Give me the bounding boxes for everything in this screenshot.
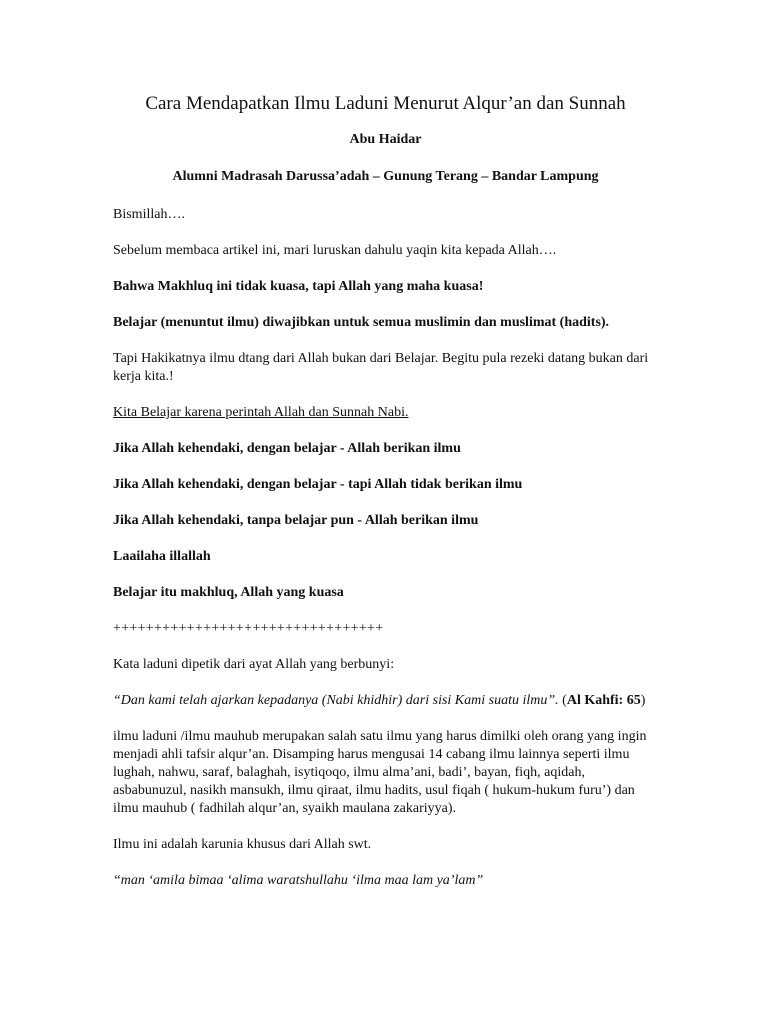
jika-paragraph-2: Jika Allah kehendaki, dengan belajar - tapi Allah tidak berikan ilmu <box>113 477 523 492</box>
separator-line: +++++++++++++++++++++++++++++++++ <box>113 621 384 636</box>
jika-paragraph-3: Jika Allah kehendaki, tanpa belajar pun - Allah berikan ilmu <box>113 513 479 528</box>
statement-belajar-paragraph: Belajar (menuntut ilmu) diwajibkan untuk semua muslimin dan muslimat (hadits). <box>113 315 610 330</box>
statement-makhluq-paragraph: Bahwa Makhluq ini tidak kuasa, tapi Allah yang maha kuasa! <box>113 279 484 294</box>
author-affiliation: Alumni Madrasah Darussa’adah – Gunung Terang – Bandar Lampung <box>172 169 599 184</box>
intro-paragraph: Sebelum membaca artikel ini, mari luruskan dahulu yaqin kita kepada Allah…. <box>113 243 557 258</box>
quote-close: ) <box>640 693 646 708</box>
quote-paragraph <box>113 692 658 710</box>
kata-laduni-paragraph: Kata laduni dipetik dari ayat Allah yang berbunyi: <box>113 657 395 672</box>
hakikat-paragraph: Tapi Hakikatnya ilmu dtang dari Allah bukan dari Belajar. Begitu pula rezeki datang bukan dari kerja kita.! <box>113 351 649 384</box>
quote-separator: ( <box>558 693 567 708</box>
makhluq-paragraph: Belajar itu makhluq, Allah yang kuasa <box>113 585 344 600</box>
author-name: Abu Haidar <box>349 132 422 147</box>
kita-belajar-paragraph: Kita Belajar karena perintah Allah dan Sunnah Nabi. <box>113 405 409 420</box>
karunia-paragraph: Ilmu ini adalah karunia khusus dari Allah swt. <box>113 837 372 852</box>
jika-paragraph-1: Jika Allah kehendaki, dengan belajar - Allah berikan ilmu <box>113 441 461 456</box>
bismillah-paragraph: Bismillah…. <box>113 207 185 222</box>
ilmu-laduni-paragraph: ilmu laduni /ilmu mauhub merupakan salah satu ilmu yang harus dimilki oleh orang yang ingin menjadi ahli tafsir alqur’an. Disamping harus mengusai 14 cabang ilmu lainnya seperti ilmu lughah, nahwu, saraf, balaghah, isytiqoqo, ilmu alma’ani, badi’, bayan, fiqh, aqidah, asbabunuzul, nasikh mansukh, ilmu qiraat, ilmu hadits, usul fiqah ( hukum-hukum furu’) dan ilmu mauhub ( fadhilah alqur’an, syaikh maulana zakariyya). <box>113 729 647 816</box>
document-title: Cara Mendapatkan Ilmu Laduni Menurut Alqur’an dan Sunnah <box>145 93 626 114</box>
laailaha-paragraph: Laailaha illallah <box>113 549 211 564</box>
man-amila-paragraph: “man ‘amila bimaa ‘alima waratshullahu ‘ilma maa lam ya’lam” <box>113 873 484 888</box>
quote-reference: Al Kahfi: 65 <box>566 693 641 708</box>
quote-text: “Dan kami telah ajarkan kepadanya (Nabi khidhir) dari sisi Kami suatu ilmu”. <box>113 693 559 708</box>
